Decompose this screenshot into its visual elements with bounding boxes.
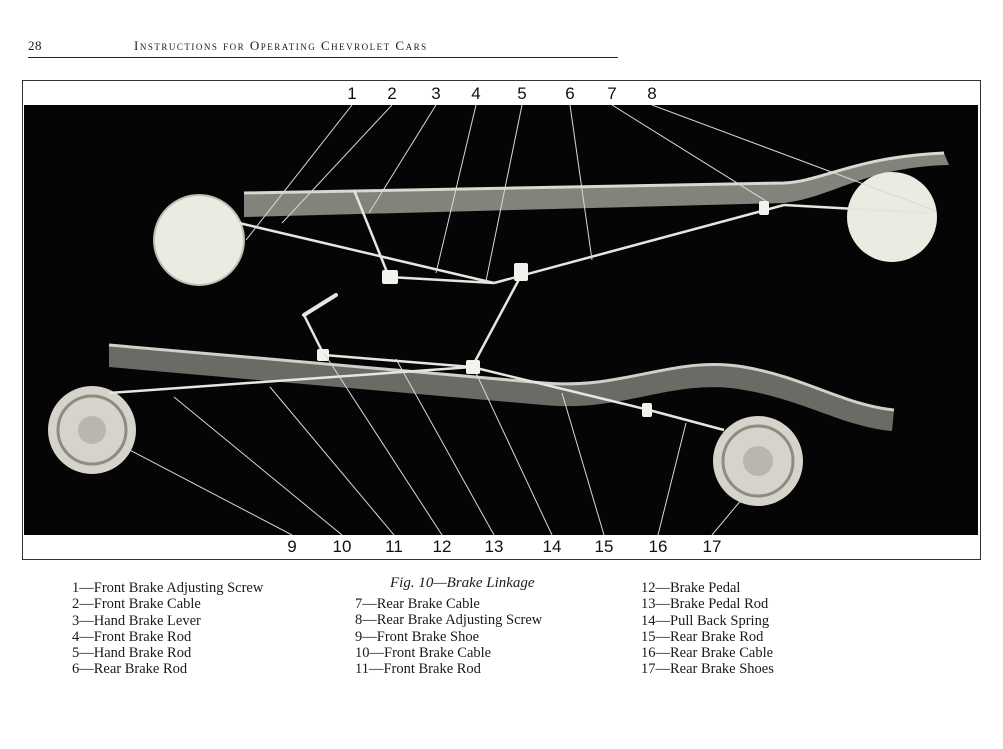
callout-13: 13 (484, 537, 504, 556)
legend-item: 1—Front Brake Adjusting Screw (72, 580, 264, 596)
legend-item: 10—Front Brake Cable (355, 644, 492, 661)
legend-column-3 (641, 580, 774, 678)
brake-linkage-photo (24, 105, 978, 535)
legend-item: 15—Rear Brake Rod (641, 628, 764, 645)
legend-item: 17—Rear Brake Shoes (641, 661, 774, 678)
legend-item: 3—Hand Brake Lever (72, 612, 201, 629)
callout-12: 12 (432, 537, 452, 556)
legend-item: 9—Front Brake Shoe (355, 628, 480, 645)
legend-item: 2—Front Brake Cable (72, 596, 201, 613)
callout-3: 3 (431, 84, 441, 103)
legend-item: 11—Front Brake Rod (355, 661, 481, 678)
legend-item: 13—Brake Pedal Rod (641, 596, 769, 613)
callout-6: 6 (565, 84, 575, 103)
lower-frame-rail (109, 345, 894, 431)
rear-brake-drum-right (847, 172, 937, 262)
callout-10: 10 (332, 537, 352, 556)
legend-item: 12—Brake Pedal (641, 580, 741, 596)
callout-1: 1 (347, 84, 357, 103)
header-rule (28, 57, 618, 58)
callout-9: 9 (287, 537, 297, 556)
callout-7: 7 (607, 84, 617, 103)
legend-item: 4—Front Brake Rod (72, 628, 192, 645)
callout-14: 14 (542, 537, 562, 556)
running-head: Instructions for Operating Chevrolet Cars (134, 38, 428, 53)
legend-item: 7—Rear Brake Cable (355, 596, 480, 612)
legend-item: 14—Pull Back Spring (641, 612, 770, 629)
callout-17: 17 (702, 537, 722, 556)
callout-5: 5 (517, 84, 527, 103)
legend-item: 6—Rear Brake Rod (72, 661, 188, 678)
brake-linkage-illustration (24, 105, 978, 535)
page-number: 28 (28, 38, 42, 53)
legend-column-1 (72, 580, 263, 678)
legend-item: 5—Hand Brake Rod (72, 645, 192, 662)
callout-2: 2 (387, 84, 397, 103)
legend-item: 16—Rear Brake Cable (641, 645, 774, 662)
callout-15: 15 (594, 537, 614, 556)
callout-16: 16 (648, 537, 668, 556)
legend-column-2 (355, 596, 542, 677)
callout-11: 11 (385, 537, 403, 556)
figure-caption: Fig. 10—Brake Linkage (390, 575, 535, 591)
callout-8: 8 (647, 84, 657, 103)
callout-4: 4 (471, 84, 481, 103)
legend-item: 8—Rear Brake Adjusting Screw (355, 612, 543, 629)
